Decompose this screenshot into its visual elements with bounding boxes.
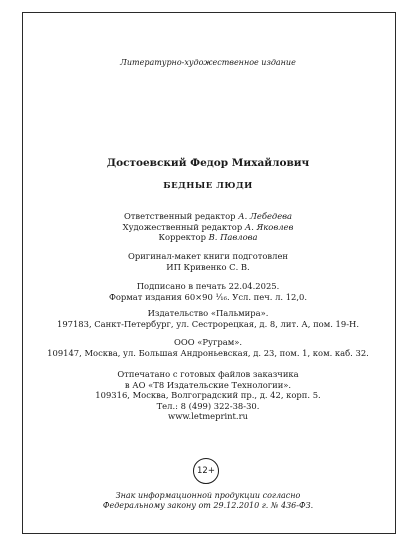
credit-line: Корректор В. Павлова (158, 232, 258, 242)
printer-line: в АО «Т8 Издательские Технологии». (124, 379, 292, 390)
layout-prep-name: ИП Кривенко С. В. (166, 261, 250, 272)
age-rating-note (0, 491, 416, 511)
publisher-block (0, 308, 416, 329)
company-block (0, 337, 416, 358)
credit-line: Художественный редактор А. Яковлев (122, 221, 294, 232)
age-rating-badge: 12+ (193, 458, 219, 484)
company-address: 109147, Москва, ул. Большая Андроньевская, д. 23, пом. 1, ком. каб. 32. (47, 347, 369, 358)
credits-block (0, 211, 416, 243)
company-name: ООО «Руграм». (174, 337, 242, 347)
print-info-block (0, 281, 416, 302)
printer-line: Отпечатано с готовых файлов заказчика (117, 369, 299, 379)
printer-url[interactable]: www.letmeprint.ru (168, 411, 248, 421)
age-note-line: Федеральному закону от 29.12.2010 г. № 436-ФЗ. (102, 501, 314, 510)
signed-date: Подписано в печать 22.04.2025. (136, 281, 280, 291)
printer-phone: Тел.: 8 (499) 322-38-30. (156, 400, 260, 411)
printer-address: 109316, Москва, Волгоградский пр., д. 42, корп. 5. (95, 390, 321, 400)
layout-prep-block (0, 251, 416, 272)
age-note-line: Знак информационной продукции согласно (115, 491, 301, 500)
page-frame (22, 12, 396, 534)
edition-type: Литературно-художественное издание (120, 58, 296, 67)
printer-block (0, 369, 416, 422)
book-author: Достоевский Федор Михайлович (106, 157, 310, 169)
book-title: БЕДНЫЕ ЛЮДИ (163, 181, 253, 191)
layout-prep-line: Оригинал-макет книги подготовлен (128, 251, 288, 261)
publisher-name: Издательство «Пальмира». (147, 308, 269, 318)
credit-line: Ответственный редактор А. Лебедева (123, 211, 293, 221)
publisher-address: 197183, Санкт-Петербург, ул. Сестрорецкая, д. 8, лит. А, пом. 19-Н. (56, 318, 359, 329)
format-info: Формат издания 60×90 ¹⁄₁₆. Усл. печ. л. 12,0. (108, 291, 308, 302)
